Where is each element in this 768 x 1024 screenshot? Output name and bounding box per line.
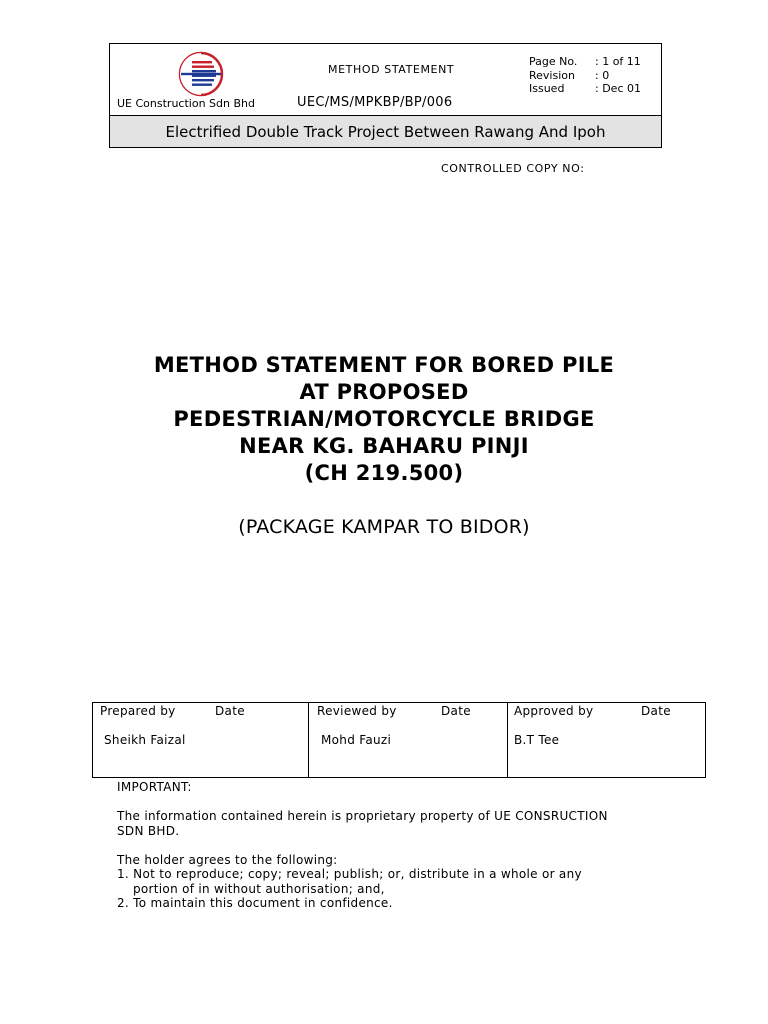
notice-text: The information contained herein is proprietary property of UE CONSRUCTION: [117, 809, 608, 823]
notice-text: SDN BHD.: [117, 823, 180, 838]
meta-key: Revision: [529, 68, 575, 82]
title-line: AT PROPOSED: [299, 380, 469, 404]
notice-text: The holder agrees to the following:: [117, 852, 338, 867]
meta-key: Issued: [529, 82, 565, 95]
document-title: [0, 352, 768, 487]
title-line: METHOD STATEMENT FOR BORED PILE: [153, 353, 615, 377]
signature-role: Reviewed by: [317, 704, 397, 718]
signature-role: Approved by: [514, 704, 594, 718]
meta-row-issued: [529, 82, 641, 96]
project-title: Electrified Double Track Project Between Rawang And Ipoh: [110, 116, 661, 147]
meta-row-revision: [529, 69, 641, 83]
signature-date-label: Date: [641, 704, 671, 718]
meta-value: : 1 of 11: [595, 55, 641, 68]
controlled-copy-label: CONTROLLED COPY NO:: [441, 162, 585, 175]
notice-heading: IMPORTANT:: [117, 780, 192, 794]
meta-row-page: [529, 55, 641, 69]
signature-approved: [507, 703, 705, 777]
signature-date-label: Date: [441, 704, 471, 718]
signature-name: B.T Tee: [514, 733, 560, 747]
company-logo: [178, 51, 224, 97]
document-meta: [529, 55, 641, 96]
meta-value: : 0: [595, 68, 610, 82]
signature-reviewed: [308, 703, 507, 777]
confidentiality-notice: [117, 780, 677, 911]
header-top-section: [110, 44, 661, 114]
meta-value: : Dec 01: [595, 82, 641, 95]
document-type: METHOD STATEMENT: [328, 63, 455, 76]
signature-name: Mohd Fauzi: [321, 733, 392, 747]
package-subtitle: (PACKAGE KAMPAR TO BIDOR): [238, 516, 530, 538]
notice-list-item-continued: portion of in without authorisation; and,: [133, 881, 385, 896]
title-line: NEAR KG. BAHARU PINJI: [239, 434, 529, 458]
notice-list-item: 1. Not to reproduce; copy; reveal; publish; or, distribute in a whole or any: [117, 867, 582, 881]
document-header: [109, 43, 662, 148]
signature-name: Sheikh Faizal: [104, 733, 186, 747]
document-number: UEC/MS/MPKBP/BP/006: [297, 95, 453, 110]
meta-key: Page No.: [529, 55, 578, 68]
signature-role: Prepared by: [100, 704, 176, 718]
company-name: UE Construction Sdn Bhd: [117, 97, 255, 110]
signature-prepared: [93, 703, 308, 777]
title-line: PEDESTRIAN/MOTORCYCLE BRIDGE: [173, 407, 595, 431]
title-line: (CH 219.500): [304, 461, 464, 485]
notice-list-item: 2. To maintain this document in confidence.: [117, 896, 393, 910]
signature-table: [92, 702, 706, 778]
signature-date-label: Date: [215, 704, 245, 718]
